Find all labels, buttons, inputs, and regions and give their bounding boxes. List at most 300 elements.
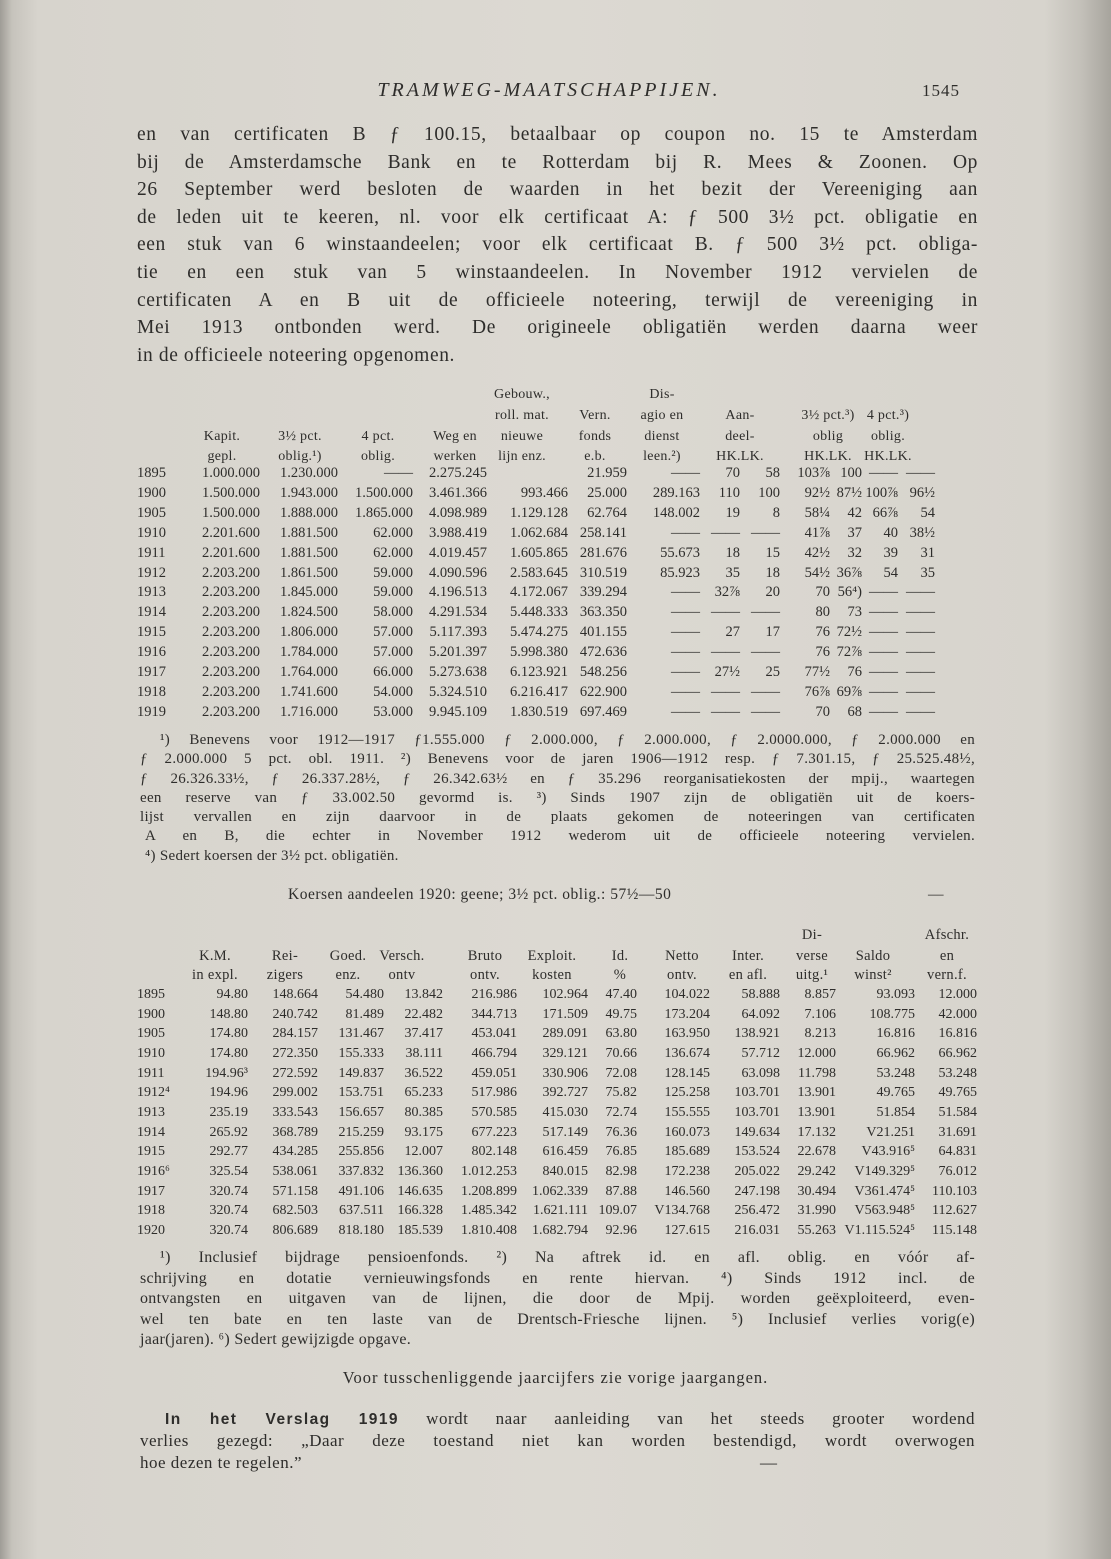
table1-value-cell: ——	[869, 584, 898, 601]
table2-value-cell: 8.857	[804, 987, 836, 1002]
table1-value-cell: 58¼	[804, 504, 830, 521]
table2-header-label: Inter.	[732, 948, 764, 964]
table2-value-cell: 1.621.111	[533, 1203, 588, 1219]
table2-value-cell: 235.19	[209, 1105, 248, 1121]
table2-value-cell: V149.329⁵	[854, 1164, 915, 1180]
table1-value-cell: 2.201.600	[202, 544, 260, 561]
table1-value-cell: ——	[906, 584, 935, 601]
table2-value-cell: 172.238	[664, 1164, 710, 1180]
table2-header-label: Goed.	[329, 948, 367, 964]
table1-year-cell: 1918	[137, 683, 166, 700]
table2-value-cell: 49.765	[938, 1085, 977, 1101]
table1-value-cell: 2.203.200	[202, 664, 260, 680]
table1-value-cell: 2.203.200	[202, 564, 260, 581]
table1-header-label: 4 pct.³)	[866, 408, 910, 423]
table2-value-cell: V563.948⁵	[854, 1203, 915, 1219]
table1-value-cell: 54	[883, 564, 898, 581]
table1-year-cell: 1915	[137, 624, 166, 641]
table1-value-cell: ——	[869, 644, 898, 661]
table1-header-label: 4 pct.	[361, 429, 395, 444]
table1-value-cell: 31	[920, 544, 935, 561]
table2-row	[0, 1123, 1111, 1143]
footnote-line: ontvangsten en uitgaven van de lijnen, die door de Mpij. worden geëxploiteerd, even-	[140, 1290, 975, 1307]
table1-value-cell: 1.861.500	[280, 564, 338, 581]
table2-year-cell: 1916⁶	[137, 1164, 170, 1180]
table1-value-cell: 58.000	[373, 604, 413, 621]
table2-value-cell: 80.385	[404, 1105, 443, 1121]
table1-year-cell: 1910	[137, 524, 166, 541]
table2-header-label: ontv	[388, 967, 416, 983]
table2-value-cell: 571.158	[272, 1183, 318, 1199]
table1-value-cell: 697.469	[579, 703, 627, 720]
table2-value-cell: 517.149	[542, 1124, 588, 1140]
table1-header-label: lijn enz.	[498, 449, 546, 464]
table1-value-cell: 4.196.513	[429, 584, 487, 601]
report-line-text: wordt naar aanleiding van het steeds grooter wordend	[426, 1409, 975, 1428]
table2-value-cell: 70.66	[605, 1046, 637, 1061]
table1-value-cell: 339.294	[579, 584, 627, 601]
table1-value-cell: 54.000	[373, 683, 413, 700]
table1-header-label: werken	[433, 449, 477, 464]
table1-value-cell: 32⅞	[714, 584, 740, 601]
table2-header-label: Versch.	[379, 948, 425, 964]
table2-value-cell: 1.485.342	[461, 1203, 517, 1219]
table2-header-label: Saldo	[855, 948, 891, 964]
table1-value-cell: ——	[751, 644, 780, 661]
table2-value-cell: 93.175	[404, 1124, 443, 1140]
table2-header-label: Di-	[801, 927, 823, 943]
table1-value-cell: ——	[869, 604, 898, 621]
table2-value-cell: 51.584	[938, 1105, 977, 1121]
table2-value-cell: 22.482	[404, 1006, 443, 1022]
table2-row	[0, 1103, 1111, 1123]
table2-value-cell: 148.664	[272, 987, 318, 1002]
table2-value-cell: 112.627	[932, 1203, 977, 1219]
table2-value-cell: 325.54	[209, 1164, 248, 1180]
table1-header-label: oblig.	[360, 449, 396, 464]
table1-value-cell: 70	[815, 703, 830, 720]
table1-value-cell: 59.000	[373, 564, 413, 581]
table1-value-cell: 57.000	[373, 624, 413, 641]
table2-value-cell: 148.80	[209, 1006, 248, 1022]
table2-value-cell: 38.111	[405, 1046, 443, 1061]
table2-value-cell: 53.248	[938, 1065, 977, 1081]
annual-report-paragraph	[140, 1408, 975, 1474]
table1-value-cell: 1.865.000	[355, 504, 413, 521]
table2-value-cell: 57.712	[741, 1046, 780, 1061]
table2-value-cell: 127.615	[664, 1223, 710, 1239]
table1-value-cell: 1.129.128	[510, 504, 568, 521]
table1-value-cell: 2.275.245	[429, 465, 487, 481]
table2-value-cell: 272.592	[272, 1065, 318, 1081]
table1-year-cell: 1914	[137, 604, 166, 621]
table1-value-cell: ——	[906, 664, 935, 680]
table1-value-cell: 2.203.200	[202, 683, 260, 700]
table2-value-cell: 155.333	[338, 1046, 384, 1061]
table1-header-label: 3½ pct.³)	[801, 408, 855, 423]
table1-value-cell: ——	[906, 683, 935, 700]
table1-value-cell: 42½	[804, 544, 830, 561]
table1-value-cell: ——	[751, 604, 780, 621]
table2-value-cell: 840.015	[542, 1164, 588, 1180]
table1-value-cell: 87½	[836, 484, 862, 501]
table2-value-cell: 29.242	[797, 1164, 836, 1180]
table2-header-label: Afschr.	[924, 927, 970, 943]
table1-value-cell: 4.019.457	[429, 544, 487, 561]
table2-header-label: K.M.	[199, 948, 231, 964]
table2-value-cell: 31.691	[938, 1124, 977, 1140]
table1-header-label: Gebouw.,	[494, 387, 550, 402]
table2-value-cell: 415.030	[542, 1105, 588, 1121]
table1-value-cell: 1.881.500	[280, 524, 338, 541]
table1-value-cell: 6.216.417	[510, 683, 568, 700]
table1-value-cell: 39	[883, 544, 898, 561]
table2-value-cell: 163.950	[664, 1026, 710, 1042]
table2-value-cell: 76.36	[605, 1124, 637, 1140]
footnote-line: ⁴) Sedert koersen der 3½ pct. obligatiën.	[145, 847, 399, 864]
table2-header-label: in expl.	[192, 967, 238, 983]
table1-value-cell: 993.466	[520, 484, 568, 501]
table1-value-cell: 1.845.000	[280, 584, 338, 601]
table2-value-cell: 185.689	[664, 1144, 710, 1160]
table2-value-cell: 58.888	[741, 987, 780, 1002]
table2-value-cell: 459.051	[471, 1065, 517, 1081]
table1-value-cell: 1.824.500	[280, 604, 338, 621]
table1-header-label: deel-	[725, 429, 755, 444]
table2-value-cell: 72.08	[605, 1065, 637, 1081]
table2-value-cell: 682.503	[272, 1203, 318, 1219]
table1-value-cell: 258.141	[579, 524, 627, 541]
table2-row	[0, 1162, 1111, 1182]
table2-value-cell: V361.474⁵	[854, 1183, 915, 1199]
table2-year-cell: 1912⁴	[137, 1085, 170, 1101]
page-number: 1545	[922, 81, 960, 100]
table2-value-cell: 149.634	[734, 1124, 780, 1140]
table1-year-cell: 1912	[137, 564, 166, 581]
table1-value-cell: 62.764	[587, 504, 627, 521]
table1-value-cell: ——	[869, 683, 898, 700]
table2-value-cell: 76.012	[938, 1164, 977, 1180]
table1-header-label: 3½ pct.	[278, 429, 322, 444]
table2-value-cell: 156.657	[338, 1105, 384, 1121]
table1-value-cell: 5.474.275	[510, 624, 568, 641]
table1-value-cell: 2.201.600	[202, 524, 260, 541]
table1-value-cell: 100	[758, 484, 780, 501]
table2-value-cell: 216.986	[471, 987, 517, 1002]
table2-header-label: winst²	[854, 967, 892, 983]
table2-row	[0, 1142, 1111, 1162]
table1-value-cell: 4.291.534	[429, 604, 487, 621]
table1-year-cell: 1913	[137, 584, 166, 601]
paragraph-line: en van certificaten B ƒ 100.15, betaalbaar op coupon no. 15 te Amsterdam	[137, 124, 978, 145]
table2-value-cell: 31.990	[797, 1203, 836, 1219]
table2-header-label: uitg.¹	[795, 967, 829, 983]
table2-value-cell: 185.539	[397, 1223, 443, 1239]
table2-value-cell: 7.106	[804, 1006, 836, 1022]
table1-value-cell: 40	[883, 524, 898, 541]
table1-value-cell: 5.324.510	[429, 683, 487, 700]
table2-year-cell: 1910	[137, 1046, 165, 1061]
table1-value-cell: ——	[671, 703, 700, 720]
table1-value-cell: ——	[869, 465, 898, 481]
table1-value-cell: ——	[671, 604, 700, 621]
table2-value-cell: 110.103	[932, 1183, 977, 1199]
table1-year-cell: 1917	[137, 664, 166, 680]
table1-value-cell: ——	[906, 624, 935, 641]
table2-value-cell: 146.560	[664, 1183, 710, 1199]
table1-value-cell: ——	[869, 703, 898, 720]
table2-value-cell: 173.204	[664, 1006, 710, 1022]
table2-row	[0, 1201, 1111, 1221]
table1-value-cell: 17	[765, 624, 780, 641]
table1-value-cell: ——	[751, 703, 780, 720]
table1-value-cell: 148.002	[652, 504, 700, 521]
table2-value-cell: 64.092	[741, 1006, 780, 1022]
table1-value-cell: 363.350	[579, 604, 627, 621]
table2-value-cell: 22.678	[797, 1144, 836, 1160]
table2-value-cell: 76.85	[605, 1144, 637, 1160]
table1-header-label: leen.²)	[643, 449, 681, 464]
footnote-line: ¹) Inclusief bijdrage pensioenfonds. ²) Na aftrek id. en afl. oblig. en vóór af-	[160, 1249, 975, 1266]
report-line: verlies gezegd: „Daar deze toestand niet kan worden bestendigd, wordt overwogen	[140, 1431, 975, 1450]
table1-value-cell: 1.230.000	[280, 465, 338, 481]
table2-value-cell: 205.022	[734, 1164, 780, 1180]
table1-value-cell: 5.448.333	[510, 604, 568, 621]
paragraph-line: 26 September werd besloten de waarden in het bezit der Vereeniging aan	[137, 179, 978, 201]
table1-value-cell: 72½	[836, 624, 862, 641]
footnote-line: schrijving en dotatie vernieuwingsfonds en rente hiervan. ⁴) Sinds 1912 incl. de	[140, 1269, 975, 1287]
table1-value-cell: 281.676	[579, 544, 627, 561]
table1-value-cell: ——	[751, 524, 780, 541]
table1-value-cell: ——	[711, 644, 740, 661]
table2-value-cell: 453.041	[471, 1026, 517, 1042]
table1-header-label: HK.LK.	[804, 449, 852, 464]
table1-value-cell: 100	[840, 465, 862, 481]
table1-value-cell: 1.830.519	[510, 703, 568, 720]
table1-value-cell: 72⅞	[836, 644, 862, 661]
table1-value-cell: ——	[671, 644, 700, 661]
paragraph-line: Mei 1913 ontbonden werd. De origineele obligatiën werden daarna weer	[137, 317, 978, 339]
table2-value-cell: 517.986	[471, 1085, 517, 1101]
share-quotes-1920: Koersen aandeelen 1920: geene; 3½ pct. oblig.: 57½—50	[288, 886, 672, 903]
table1-value-cell: 57.000	[373, 644, 413, 661]
table1-value-cell: 66⅞	[872, 504, 898, 521]
table1-value-cell: 6.123.921	[510, 664, 568, 680]
table2-year-cell: 1900	[137, 1006, 165, 1022]
table2-value-cell: 491.106	[338, 1183, 384, 1199]
table1-value-cell: 35	[725, 564, 740, 581]
table1-value-cell: 25	[765, 664, 780, 680]
table2-value-cell: 11.798	[798, 1065, 836, 1081]
table2-value-cell: 131.467	[338, 1026, 384, 1042]
table2-value-cell: 102.964	[542, 987, 588, 1002]
table2-value-cell: 171.509	[542, 1006, 588, 1022]
table2-value-cell: 818.180	[338, 1223, 384, 1239]
table1-value-cell: 54½	[804, 564, 830, 581]
table2-value-cell: 570.585	[471, 1105, 517, 1121]
table2-value-cell: 82.98	[605, 1164, 637, 1180]
table1-value-cell: ——	[906, 644, 935, 661]
table2-row	[0, 1064, 1111, 1084]
table1-value-cell: ——	[671, 624, 700, 641]
table1-value-cell: 68	[847, 703, 862, 720]
table1-value-cell: 69⅞	[836, 683, 862, 700]
table1-value-cell: ——	[671, 465, 700, 481]
table2-row	[0, 1083, 1111, 1103]
table1-value-cell: 472.636	[579, 644, 627, 661]
table1-value-cell: 5.117.393	[429, 624, 487, 641]
table2-header-label: Netto	[665, 948, 699, 964]
table1-value-cell: 2.583.645	[510, 564, 568, 581]
table2-value-cell: 108.775	[869, 1006, 915, 1022]
table2-year-cell: 1911	[137, 1065, 165, 1081]
table1-value-cell: 548.256	[579, 664, 627, 680]
table2-value-cell: 166.328	[397, 1203, 443, 1219]
table1-value-cell: 1.000.000	[202, 465, 260, 481]
table1-value-cell: 3.988.419	[429, 524, 487, 541]
table2-value-cell: 466.794	[471, 1046, 517, 1061]
table2-value-cell: 149.837	[338, 1065, 384, 1081]
table2-value-cell: 1.208.899	[461, 1183, 517, 1199]
table2-value-cell: 272.350	[272, 1046, 318, 1061]
table2-value-cell: 8.213	[804, 1026, 836, 1042]
table2-value-cell: 64.831	[938, 1144, 977, 1160]
footnote-line: ƒ 2.000.000 5 pct. obl. 1911. ²) Benevens voor de jaren 1906—1912 resp. ƒ 7.301.15, ƒ 25.525.48½,	[140, 751, 975, 768]
table2-value-cell: 155.555	[664, 1105, 710, 1121]
table2-value-cell: 51.854	[876, 1105, 915, 1121]
table1-value-cell: 4.098.989	[429, 504, 487, 521]
footnote-line: jaar(jaren). ⁶) Sedert gewijzigde opgave.	[140, 1331, 412, 1348]
table1-year-cell: 1900	[137, 484, 166, 501]
table1-value-cell: 92½	[804, 484, 830, 501]
table1-value-cell: 1.716.000	[280, 703, 338, 720]
table2-header-label: Id.	[611, 948, 629, 964]
table2-value-cell: 65.233	[404, 1085, 443, 1101]
table1-value-cell: 42	[847, 504, 862, 521]
table2-value-cell: 49.75	[605, 1006, 637, 1022]
table1-header-label: HK.LK.	[716, 449, 764, 464]
table2-header-label: Exploit.	[527, 948, 577, 964]
table1-value-cell: ——	[384, 465, 413, 481]
footnote-line: ¹) Benevens voor 1912—1917 ƒ1.555.000 ƒ 2.000.000, ƒ 2.000.000, ƒ 2.0000.000, ƒ 2.000.000 en	[160, 732, 975, 748]
table2-value-cell: 289.091	[542, 1026, 588, 1042]
table2-value-cell: 63.098	[741, 1065, 780, 1081]
table1-header-label: Vern.	[579, 408, 611, 423]
table2-header-label: Rei-	[271, 948, 299, 964]
table2-header-label: verse	[795, 948, 829, 964]
table1-value-cell: 20	[765, 584, 780, 601]
table1-year-cell: 1895	[137, 465, 166, 481]
table2-value-cell: 12.000	[938, 987, 977, 1002]
table1-value-cell: 1.806.000	[280, 624, 338, 641]
table1-value-cell: ——	[671, 584, 700, 601]
table1-value-cell: 310.519	[579, 564, 627, 581]
table2-value-cell: 87.88	[605, 1183, 637, 1199]
table2-header-label: ontv.	[470, 967, 500, 983]
table2-value-cell: 16.816	[938, 1026, 977, 1042]
table1-value-cell: 9.945.109	[429, 703, 487, 720]
table2-year-cell: 1917	[137, 1183, 165, 1199]
table2-header-label: en afl.	[728, 967, 768, 983]
table1-value-cell: 100⅞	[865, 484, 898, 501]
table1-header-label: Aan-	[725, 408, 755, 423]
paragraph-line: een stuk van 6 winstaandeelen; voor elk certificaat B. ƒ 500 3½ pct. obliga-	[137, 234, 978, 256]
table1-value-cell: 289.163	[652, 484, 700, 501]
table1-value-cell: 4.172.067	[510, 584, 568, 601]
table1-value-cell: 58	[765, 465, 780, 481]
table1-value-cell: 2.203.200	[202, 644, 260, 661]
table2-value-cell: 194.96	[209, 1085, 248, 1101]
table1-value-cell: 41⅞	[804, 524, 830, 541]
table1-value-cell: 53.000	[373, 703, 413, 720]
table1-value-cell: 76	[847, 664, 862, 680]
footnote-line: ƒ 26.326.33½, ƒ 26.337.28½, ƒ 26.342.63½ en ƒ 35.296 reorganisatiekosten der mpij., waartegen	[140, 770, 975, 787]
table1-value-cell: 1.784.000	[280, 644, 338, 661]
table1-header-label: e.b.	[584, 449, 606, 464]
table1-value-cell: 35	[920, 564, 935, 581]
table2-header-label: Bruto	[467, 948, 503, 964]
table2-value-cell: V43.916⁵	[861, 1144, 915, 1160]
table2-value-cell: 92.96	[605, 1223, 637, 1239]
table2-value-cell: 616.459	[542, 1144, 588, 1160]
table1-value-cell: 62.000	[373, 524, 413, 541]
table2-value-cell: 49.765	[876, 1085, 915, 1101]
table2-value-cell: 330.906	[542, 1065, 588, 1081]
table1-header-label: HK.LK.	[864, 449, 912, 464]
table2-value-cell: 292.77	[209, 1144, 248, 1160]
table2-year-cell: 1905	[137, 1026, 165, 1042]
table1-header-label: fonds	[578, 429, 612, 444]
table2-value-cell: 215.259	[338, 1124, 384, 1140]
table1-value-cell: 73	[847, 604, 862, 621]
table2-value-cell: 256.472	[734, 1203, 780, 1219]
table2-value-cell: 240.742	[272, 1006, 318, 1022]
table2-value-cell: 109.07	[598, 1203, 637, 1219]
table1-value-cell: 21.959	[587, 465, 627, 481]
table1-value-cell: 1.062.684	[510, 524, 568, 541]
table2-value-cell: 265.92	[209, 1124, 248, 1140]
table1-value-cell: 18	[725, 544, 740, 561]
table2-value-cell: 54.480	[345, 987, 384, 1002]
table2-value-cell: 13.901	[797, 1105, 836, 1121]
table2-value-cell: 136.360	[397, 1164, 443, 1180]
table1-value-cell: 1.881.500	[280, 544, 338, 561]
table2-value-cell: 13.842	[404, 987, 443, 1002]
table2-value-cell: 329.121	[542, 1046, 588, 1061]
table2-header-label: zigers	[266, 967, 304, 983]
table2-year-cell: 1915	[137, 1144, 165, 1160]
table2-row	[0, 1005, 1111, 1025]
table1-header-label: oblig.¹)	[278, 449, 322, 464]
table2-value-cell: 344.713	[471, 1006, 517, 1022]
table2-value-cell: 1.682.794	[532, 1223, 588, 1239]
running-title: TRAMWEG-MAATSCHAPPIJEN.	[377, 79, 721, 101]
table1-value-cell: 8	[772, 504, 780, 521]
table2-value-cell: 320.74	[209, 1203, 248, 1219]
table1-value-cell: ——	[671, 524, 700, 541]
table2-value-cell: 153.751	[338, 1085, 384, 1101]
table1-value-cell: 1.764.000	[280, 664, 338, 680]
table2-value-cell: 806.689	[272, 1223, 318, 1239]
table1-value-cell: 56⁴)	[837, 584, 862, 601]
table1-value-cell: 15	[765, 544, 780, 561]
footnote-line: wel ten bate en ten laste van de Drentsch-Friesche lijnen. ⁵) Inclusief verlies vorig(e)	[140, 1310, 975, 1328]
table1-value-cell: 2.203.200	[202, 624, 260, 641]
table1-header-label: roll. mat.	[495, 408, 549, 423]
table1-value-cell: 27½	[714, 664, 740, 680]
table2-value-cell: 255.856	[338, 1144, 384, 1160]
table1-value-cell: 19	[725, 504, 740, 521]
